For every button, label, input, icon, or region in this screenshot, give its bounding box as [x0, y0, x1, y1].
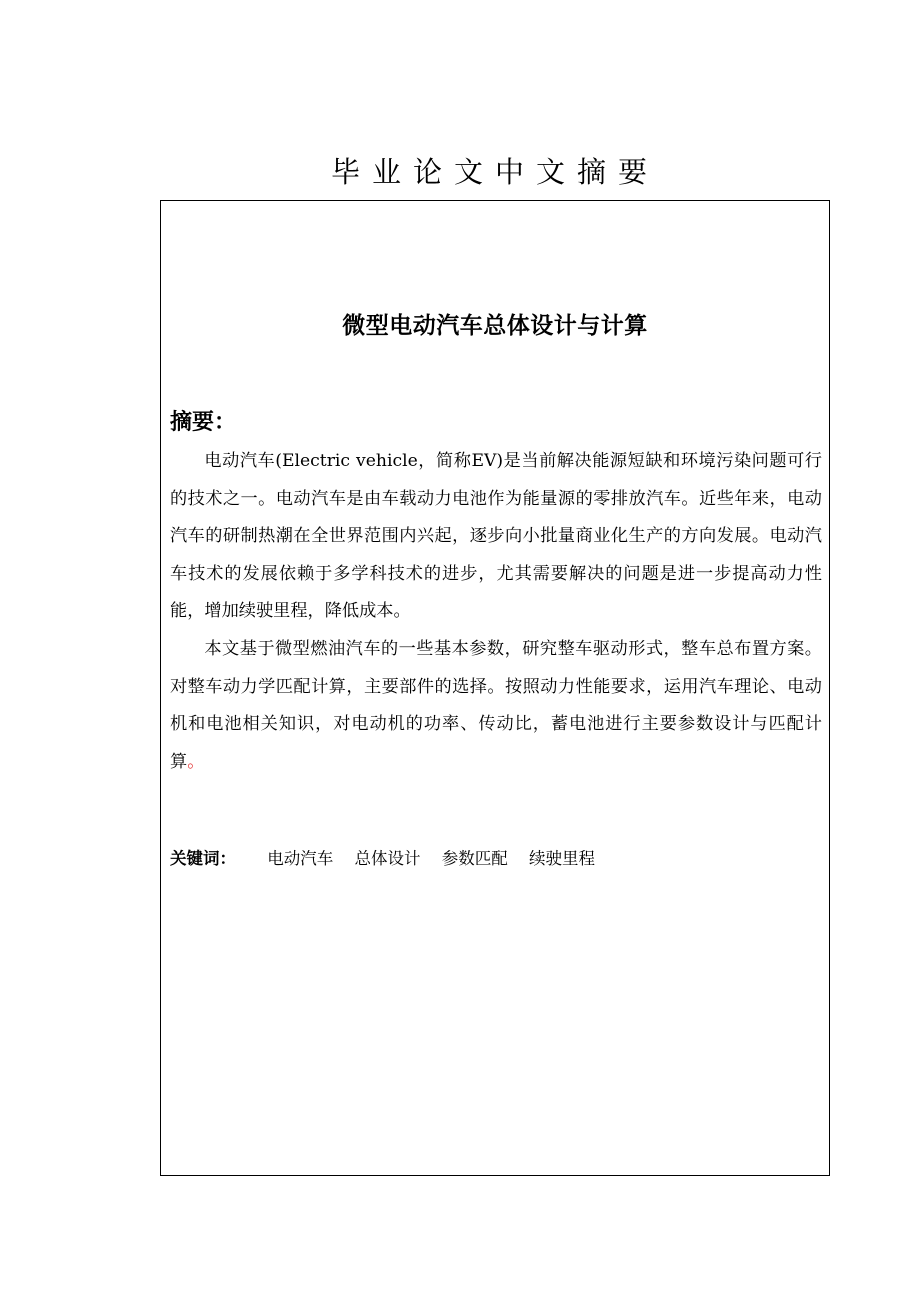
page-heading: 毕业论文中文摘要 [330, 155, 659, 189]
keywords-line [170, 845, 611, 869]
abstract-label: 摘要： [170, 410, 237, 435]
abstract-paragraph-2-end: 。 [187, 751, 205, 772]
abstract-paragraph-2 [170, 631, 822, 781]
keyword-item: 电动汽车 [267, 849, 334, 868]
keywords-label: 关键词： [170, 849, 236, 868]
thesis-title: 微型电动汽车总体设计与计算 [342, 313, 648, 339]
abstract-frame [160, 200, 830, 1176]
keyword-item: 续驶里程 [529, 849, 595, 868]
keyword-item: 总体设计 [354, 849, 421, 868]
abstract-paragraph-2-text: 本文基于微型燃油汽车的一些基本参数，研究整车驱动形式，整车总布置方案。对整车动力学匹配计算，主要部件的选择。按照动力性能要求，运用汽车理论、电动机和电池相关知识，对电动机的功率、传动比，蓄电池进行主要参数设计与匹配计算 [170, 638, 822, 772]
abstract-body [170, 443, 822, 781]
keyword-item: 参数匹配 [441, 849, 508, 868]
abstract-paragraph-1: 电动汽车(Electric vehicle，简称EV)是当前解决能源短缺和环境污染问题可行的技术之一。电动汽车是由车载动力电池作为能量源的零排放汽车。近些年来，电动汽车的研制热潮在全世界范围内兴起，逐步向小批量商业化生产的方向发展。电动汽车技术的发展依赖于多学科技术的进步，尤其需要解决的问题是进一步提高动力性能，增加续驶里程，降低成本。 [170, 451, 822, 622]
